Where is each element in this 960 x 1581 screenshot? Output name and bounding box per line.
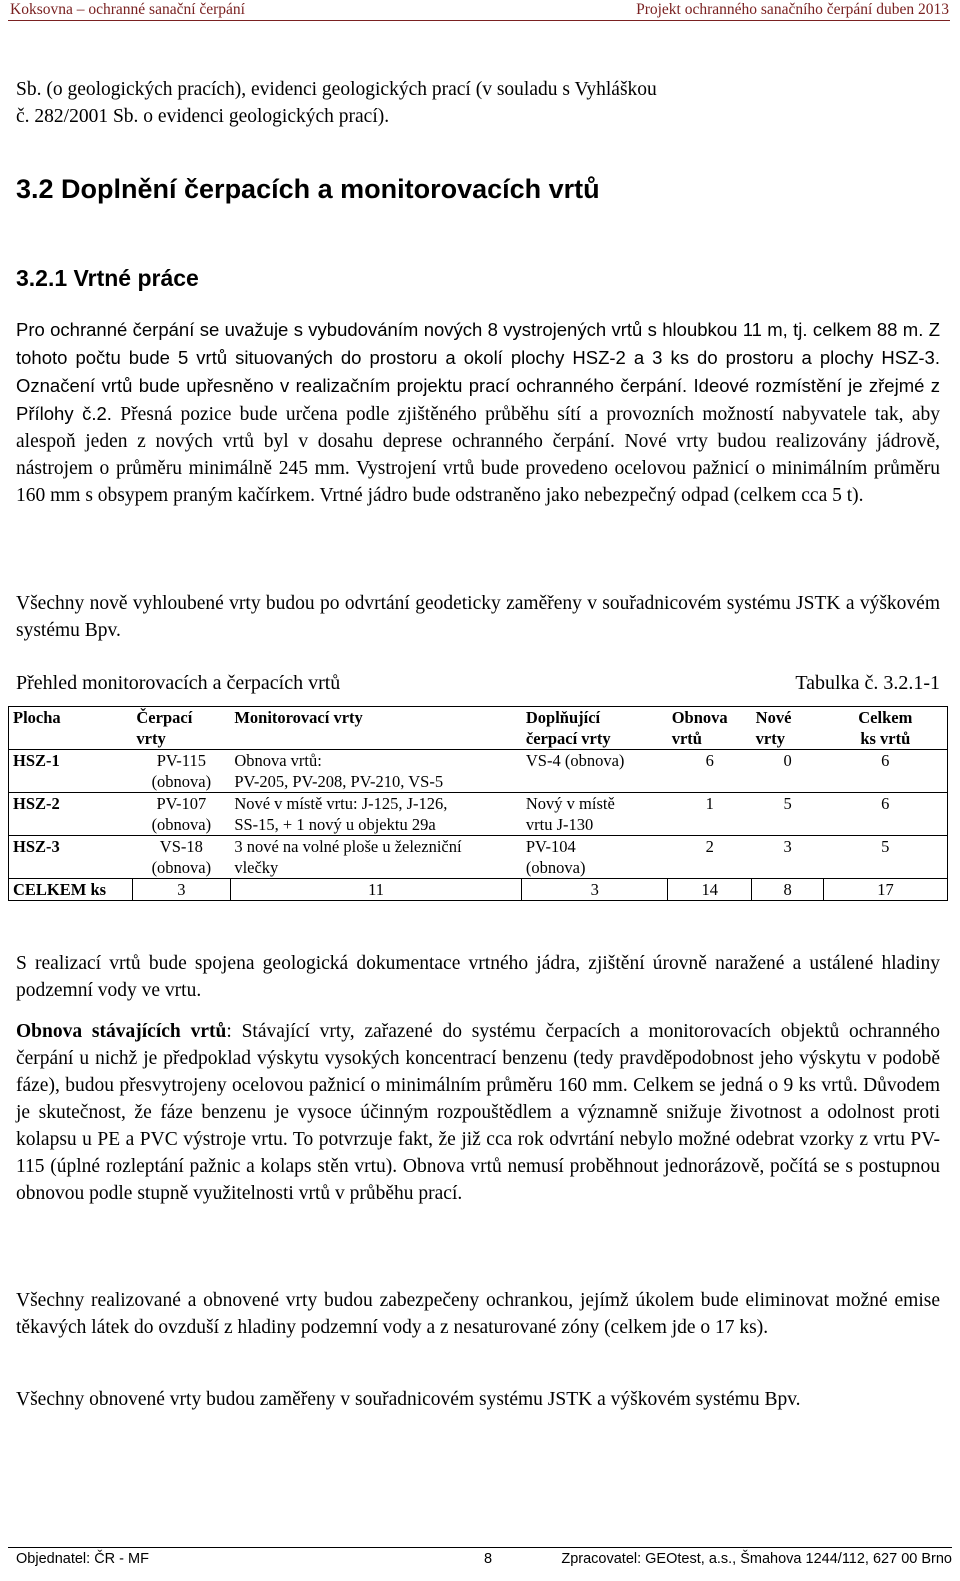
renewal-text: : Stávající vrty, zařazené do systému čerpacích a monitorovacích objektů ochranného čerpání u nichž je předpoklad výskytu vysokých koncentrací benzenu (tedy pravděpodobnost jeho výskytu v podobě fáze), budou přesvytrojeny ocelovou pažnicí o minimálním průměru 160 mm. Celkem se jedná o 9 ks vrtů. Důvodem je skutečnost, že fáze benzenu je vysoce účinným rozpouštědlem a významně snižuje životnost a odolnost proti kolapsu u PE a PVC výstroje vrtu. To potvrzuje fakt, že již cca rok odvrtání nebylo možné odebrat vzorky z vrtu PV-115 (úplné rozleptání pažnic a kolaps stěn vrtu). Obnova vrtů nemusí proběhnout jednorázově, počítá se s postupnou obnovou podle stupně využitelnosti vrtů v průběhu prací. (16, 1021, 941, 1204)
th-obnova: Obnova vrtů (668, 707, 752, 750)
table-caption-text: Přehled monitorovacích a čerpacích vrtů (16, 672, 341, 694)
table-total-row (9, 879, 948, 901)
table-number: Tabulka č. 3.2.1-1 (795, 672, 940, 694)
total-celkem: 17 (824, 879, 948, 901)
total-obnova: 14 (668, 879, 752, 901)
wells-table (8, 706, 948, 901)
protection-text: Všechny realizované a obnovené vrty budou zabezpečeny ochrankou, jejímž úkolem bude eliminovat možné emise těkavých látek do ovzduší z hladiny podzemní vody a z nesaturované zóny (celkem jde o 17 ks). (16, 1290, 940, 1338)
renewal-bold-lead: Obnova stávajících vrtů (16, 1021, 227, 1042)
cell-celkem: 5 (824, 836, 948, 879)
drilling-paragraph (16, 316, 940, 509)
measurement-paragraph (16, 1386, 940, 1413)
cell-plocha: HSZ-3 (9, 836, 133, 879)
cell-nove: 5 (752, 793, 824, 836)
table-row (9, 836, 948, 879)
drilling-text-sans: Pro ochranné čerpání se uvažuje s vybudováním nových 8 vystrojených vrtů s hloubkou 11 m, tj. celkem 88 m. Z tohoto počtu bude 5 vrtů situovaných do prostoru a okolí plochy HSZ-2 a 3 ks do prostoru a plochy HSZ-3. Označení vrtů bude upřesněno v realizačním projektu prací ochranného čerpání. Ideové rozmístění je zřejmé z Přílohy č.2. (16, 319, 940, 424)
cell-obnova: 1 (668, 793, 752, 836)
th-cerpaci: Čerpací vrty (132, 707, 230, 750)
cell-monitorovaci: Obnova vrtů: PV-205, PV-208, PV-210, VS-5 (230, 750, 522, 793)
cell-doplnujici: Nový v místě vrtu J-130 (522, 793, 668, 836)
th-plocha: Plocha (9, 707, 133, 750)
cell-celkem: 6 (824, 750, 948, 793)
th-doplnujici: Doplňující čerpací vrty (522, 707, 668, 750)
page-number: 8 (484, 1551, 493, 1567)
table-header-row (9, 707, 948, 750)
header-left: Koksovna – ochranné sanační čerpání (10, 1, 245, 18)
total-cerpaci: 3 (132, 879, 230, 901)
header-rule (8, 20, 950, 21)
footer-client: Objednatel: ČR - MF (16, 1551, 149, 1567)
total-monitorovaci: 11 (230, 879, 522, 901)
cell-plocha: HSZ-1 (9, 750, 133, 793)
cell-obnova: 2 (668, 836, 752, 879)
th-nove: Nové vrty (752, 707, 824, 750)
cell-monitorovaci: 3 nové na volné ploše u železniční vlečky (230, 836, 522, 879)
realization-text: S realizací vrtů bude spojena geologická dokumentace vrtného jádra, zjištění úrovně naražené a ustálené hladiny podzemní vody ve vrtu. (16, 953, 940, 1001)
section-3-2-heading: 3.2 Doplnění čerpacích a monitorovacích vrtů (16, 174, 600, 204)
total-label: CELKEM ks (9, 879, 133, 901)
table-row (9, 793, 948, 836)
realization-paragraph (16, 950, 940, 1004)
drilling-text-serif: Přesná pozice bude určena podle zjištěného průběhu sítí a provozních možností nabyvatele tak, aby alespoň jeden z nových vrtů byl v dosahu deprese ochranného čerpání. Nové vrty budou realizovány jádrově, nástrojem o průměru minimálně 245 mm. Vystrojení vrtů bude provedeno ocelovou pažnicí o minimálním průměru 160 mm s obsypem praným kačírkem. Vrtné jádro bude odstraněno jako nebezpečný odpad (celkem cca 5 t). (16, 404, 940, 506)
cell-nove: 0 (752, 750, 824, 793)
page-header (0, 0, 960, 20)
section-3-2-1-heading: 3.2.1 Vrtné práce (16, 265, 199, 291)
cell-cerpaci: PV-115 (obnova) (132, 750, 230, 793)
cell-doplnujici: VS-4 (obnova) (522, 750, 668, 793)
intro-line-1: Sb. (o geologických pracích), evidenci geologických prací (v souladu s Vyhláškou (16, 79, 657, 100)
cell-cerpaci: VS-18 (obnova) (132, 836, 230, 879)
total-doplnujici: 3 (522, 879, 668, 901)
table-row (9, 750, 948, 793)
intro-line-2: č. 282/2001 Sb. o evidenci geologických prací). (16, 106, 390, 127)
survey-text: Všechny nově vyhloubené vrty budou po odvrtání geodeticky zaměřeny v souřadnicovém systému JSTK a výškovém systému Bpv. (16, 593, 940, 641)
cell-celkem: 6 (824, 793, 948, 836)
cell-doplnujici: PV-104 (obnova) (522, 836, 668, 879)
footer-contractor: Zpracovatel: GEOtest, a.s., Šmahova 1244/112, 627 00 Brno (561, 1551, 952, 1567)
th-monitorovaci: Monitorovací vrty (230, 707, 522, 750)
cell-cerpaci: PV-107 (obnova) (132, 793, 230, 836)
renewal-paragraph (16, 1018, 940, 1207)
th-celkem: Celkem ks vrtů (824, 707, 948, 750)
protection-paragraph (16, 1287, 940, 1341)
cell-obnova: 6 (668, 750, 752, 793)
cell-plocha: HSZ-2 (9, 793, 133, 836)
measurement-text: Všechny obnovené vrty budou zaměřeny v souřadnicovém systému JSTK a výškovém systému Bpv. (16, 1389, 801, 1410)
table-caption (16, 672, 940, 695)
survey-paragraph (16, 590, 940, 644)
total-nove: 8 (752, 879, 824, 901)
footer-rule (8, 1547, 952, 1548)
cell-nove: 3 (752, 836, 824, 879)
header-right: Projekt ochranného sanačního čerpání duben 2013 (636, 1, 949, 18)
intro-text (16, 76, 940, 130)
cell-monitorovaci: Nové v místě vrtu: J-125, J-126, SS-15, + 1 nový u objektu 29a (230, 793, 522, 836)
page-footer (8, 1547, 952, 1567)
